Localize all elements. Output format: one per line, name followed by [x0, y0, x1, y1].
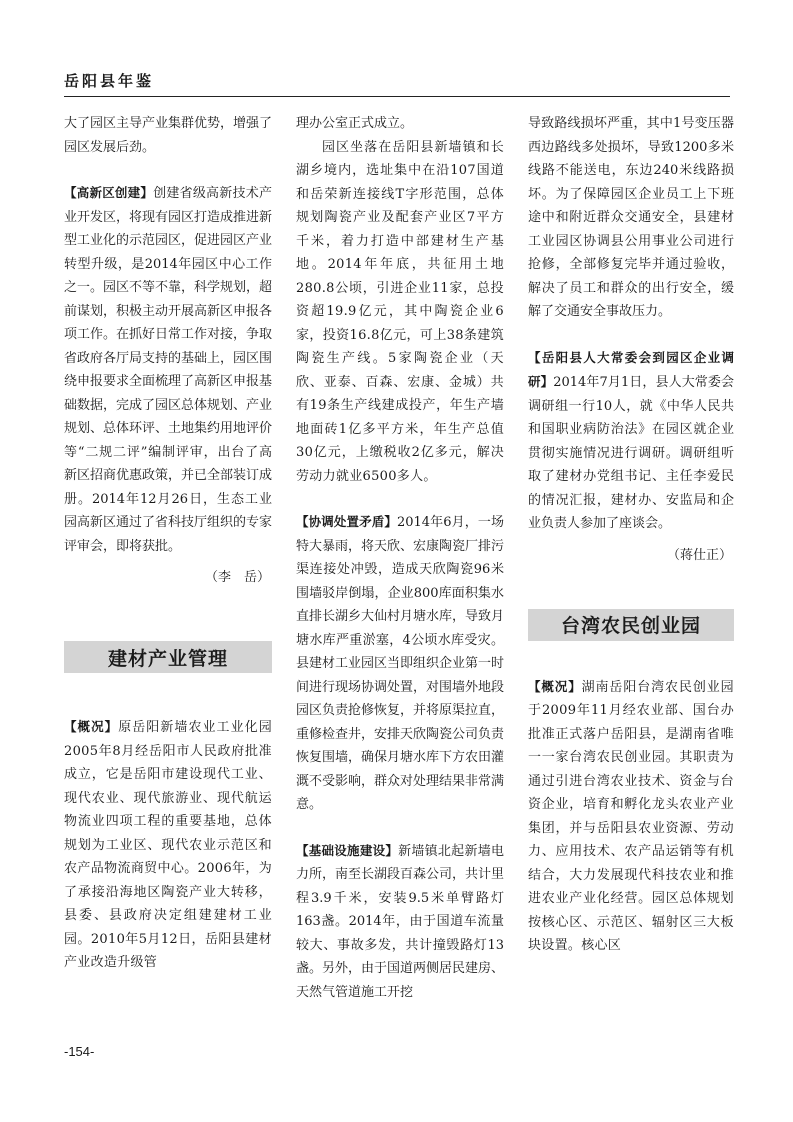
section-tag: 【概况】: [64, 719, 119, 734]
author-credit: （蒋仕正）: [666, 547, 732, 563]
header-rule: [64, 96, 730, 97]
section-heading-building-materials: 建材产业管理: [64, 641, 272, 673]
paragraph-taiwan-overview: 【概况】湖南岳阳台湾农民创业园于2009年11月经农业部、国台办批准正式落户岳阳县，是湖南省唯一一家台湾农民创业园。其职责为通过引进台湾农业技术、资金与台资企业，培育和孵化龙头农业产业集团，并与岳阳县农业资源、劳动力、应用技术、农产品运销等有机结合，大力发展现代科技农业和推进农业产业化经营。园区总体规划按核心区、示范区、辐射区三大板块设置。核心区: [528, 678, 734, 953]
paragraph-overview: 【概况】原岳阳新墙农业工业化园2005年8月经岳阳市人民政府批准成立，它是岳阳市建设现代工业、现代农业、现代旅游业、现代航运物流业四项工程的重要基地，总体规划为工业区、现代农业示范区和农产品物流商贸中心。2006年，为了承接沿海地区陶瓷产业大转移，县委、县政府决定组建建材工业园。2010年5月12日，岳阳县建材产业改造升级管: [64, 719, 272, 970]
paragraph-dispute-handling: 【协调处置矛盾】2014年6月，一场特大暴雨，将天欣、宏康陶瓷厂排污渠连接处冲毁，造成天欣陶瓷96米围墙驳岸倒塌，企业800库面积集水直排长湖乡大仙村月塘水库，导致月塘水库严重淤塞，4公顷水库受灾。县建材工业园区当即组织企业第一时间进行现场协调处置，对围墙外地段园区负责抢修恢复，并将原渠拉直，重修检查井，安排天欣陶瓷公司负责恢复围墙，确保月塘水库下方农田灌溉不受影响，群众对处理结果非常满意。: [296, 514, 505, 812]
paragraph-park-location: 园区坐落在岳阳县新墙镇和长湖乡境内，选址集中在沿107国道和岳荣新连接线T字形范围，总体规划陶瓷产业及配套产业区7平方千米，着力打造中部建材生产基地。2014年年底，共征用土地280.8公顷，引进企业11家，总投资超19.9亿元，其中陶瓷企业6家，投资16.8亿元，可上38条建筑陶瓷生产线。5家陶瓷企业（天欣、亚泰、百森、宏康、金城）共有19条生产线建成投产，年生产墙地面砖1亿多平方米，年生产总值30亿元，上缴税收2亿多元，解决劳动力就业6500多人。: [296, 139, 504, 484]
page-number: -154-: [64, 1044, 95, 1059]
section-tag: 【岳阳县人大常委会到园区企业调研】: [528, 349, 734, 389]
paragraph-continuation: 理办公室正式成立。: [296, 116, 414, 131]
section-tag: 【协调处置矛盾】: [296, 514, 397, 529]
section-tag: 【高新区创建】: [64, 185, 154, 200]
section-tag: 【概况】: [528, 678, 582, 694]
paragraph-hightech-zone: 【高新区创建】创建省级高新技术产业开发区，将现有园区打造成推进新型工业化的示范园区，促进园区产业转型升级，是2014年园区中心工作之一。园区不等不靠，科学规划，超前谋划，积极主动开展高新区申报各项工作。在抓好日常工作对接，争取省政府各厅局支持的基础上，园区围绕申报要求全面梳理了高新区申报基础数据，完成了园区总体规划、产业规划、总体环评、土地集约用地评价等“二规二评”编制评审，出台了高新区招商优惠政策，并已全部装订成册。2014年12月26日，生态工业园高新区通过了省科技厅组织的专家评审会，即将获批。: [64, 185, 273, 554]
paragraph-infrastructure: 【基础设施建设】新墙镇北起新墙电力所，南至长湖段百森公司，共计里程3.9千米，安装9.5米单臂路灯163盏。2014年，由于国道车流量较大、事故多发，共计撞毁路灯13盏。另外，由于国道两侧居民建房、天然气管道施工开挖: [296, 842, 505, 1000]
running-header-title: 岳阳县年鉴: [64, 72, 155, 90]
column-1: [64, 112, 272, 975]
section-heading-taiwan-farmers-park: 台湾农民创业园: [528, 609, 734, 641]
section-tag: 【基础设施建设】: [296, 842, 399, 858]
author-credit: （李 岳）: [204, 570, 270, 585]
column-3: [528, 112, 734, 958]
paragraph-continuation: 导致路线损坏严重，其中1号变压器西边路线多处损坏，导致1200多米线路不能送电，东边240米线路损坏。为了保障园区企业员工上下班途中和附近群众交通安全，县建材工业园区协调县公用事业公司进行抢修，全部修复完毕并通过验收，解决了员工和群众的出行安全，缓解了交通安全事故压力。: [528, 116, 734, 319]
paragraph-npc-survey: 【岳阳县人大常委会到园区企业调研】2014年7月1日，县人大常委会调研组一行10人，就《中华人民共和国职业病防治法》在园区就企业贯彻实施情况进行调研。调研组听取了建材办党组书记、主任李爱民的情况汇报，建材办、安监局和企业负责人参加了座谈会。: [528, 349, 734, 531]
column-2: [296, 112, 504, 1004]
paragraph-continuation: 大了园区主导产业集群优势，增强了园区发展后劲。: [64, 116, 273, 155]
